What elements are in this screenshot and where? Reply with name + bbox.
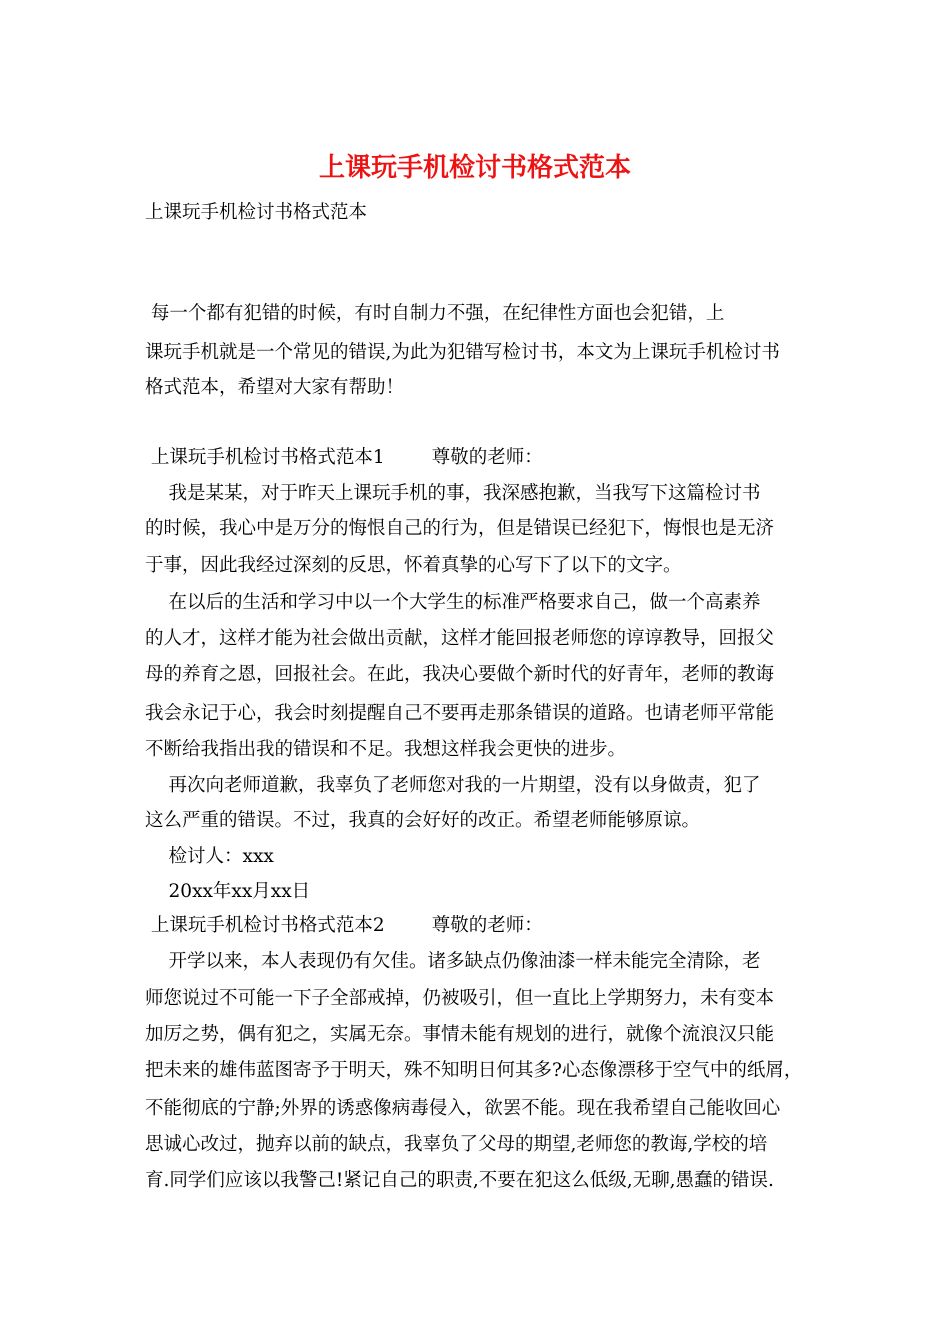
paragraph-line: 格式范本，希望对大家有帮助！ bbox=[145, 377, 405, 398]
document-subtitle: 上课玩手机检讨书格式范本 bbox=[145, 202, 368, 223]
signature-line: 检讨人：xxx bbox=[145, 846, 274, 867]
section-heading-2: 上课玩手机检讨书格式范本2 尊敬的老师： bbox=[145, 915, 543, 936]
paragraph-line: 的时候，我心中是万分的悔恨自己的行为，但是错误已经犯下，悔恨也是无济 bbox=[145, 518, 775, 539]
paragraph-line: 思诚心改过，抛弃以前的缺点，我辜负了父母的期望,老师您的教诲,学校的培 bbox=[145, 1134, 768, 1155]
paragraph-line: 课玩手机就是一个常见的错误,为此为犯错写检讨书，本文为上课玩手机检讨书 bbox=[145, 342, 780, 363]
paragraph-line: 母的养育之恩，回报社会。在此，我决心要做个新时代的好青年，老师的教诲 bbox=[145, 664, 775, 685]
paragraph-line: 不断给我指出我的错误和不足。我想这样我会更快的进步。 bbox=[145, 739, 627, 760]
paragraph-line: 师您说过不可能一下子全部戒掉，仍被吸引，但一直比上学期努力，未有变本 bbox=[145, 988, 775, 1009]
date-line: 20xx年xx月xx日 bbox=[145, 881, 311, 902]
paragraph-line: 在以后的生活和学习中以一个大学生的标准严格要求自己，做一个高素养 bbox=[145, 592, 761, 613]
paragraph-line: 把未来的雄伟蓝图寄予于明天，殊不知明日何其多?心态像漂移于空气中的纸屑， bbox=[145, 1060, 803, 1081]
paragraph-line: 每一个都有犯错的时候，有时自制力不强，在纪律性方面也会犯错，上 bbox=[145, 303, 725, 324]
paragraph-line: 加厉之势，偶有犯之，实属无奈。事情未能有规划的进行，就像个流浪汉只能 bbox=[145, 1024, 775, 1045]
paragraph-line: 育.同学们应该以我警己!紧记自己的职责,不要在犯这么低级,无聊,愚蠢的错误. bbox=[145, 1170, 774, 1191]
page-title: 上课玩手机检讨书格式范本 bbox=[318, 153, 631, 183]
paragraph-line: 开学以来，本人表现仍有欠佳。诸多缺点仍像油漆一样未能完全清除，老 bbox=[145, 951, 761, 972]
paragraph-line: 我会永记于心，我会时刻提醒自己不要再走那条错误的道路。也请老师平常能 bbox=[145, 703, 775, 724]
paragraph-line: 的人才，这样才能为社会做出贡献，这样才能回报老师您的谆谆教导，回报父 bbox=[145, 628, 775, 649]
paragraph-line: 于事，因此我经过深刻的反思，怀着真挚的心写下了以下的文字。 bbox=[145, 555, 682, 576]
paragraph-line: 不能彻底的宁静;外界的诱惑像病毒侵入，欲罢不能。现在我希望自己能收回心 bbox=[145, 1098, 781, 1119]
paragraph-line: 我是某某，对于昨天上课玩手机的事，我深感抱歉，当我写下这篇检讨书 bbox=[145, 483, 761, 504]
section-heading-1: 上课玩手机检讨书格式范本1 尊敬的老师： bbox=[145, 447, 543, 468]
paragraph-line: 这么严重的错误。不过，我真的会好好的改正。希望老师能够原谅。 bbox=[145, 810, 701, 831]
paragraph-line: 再次向老师道歉，我辜负了老师您对我的一片期望，没有以身做责，犯了 bbox=[145, 775, 761, 796]
